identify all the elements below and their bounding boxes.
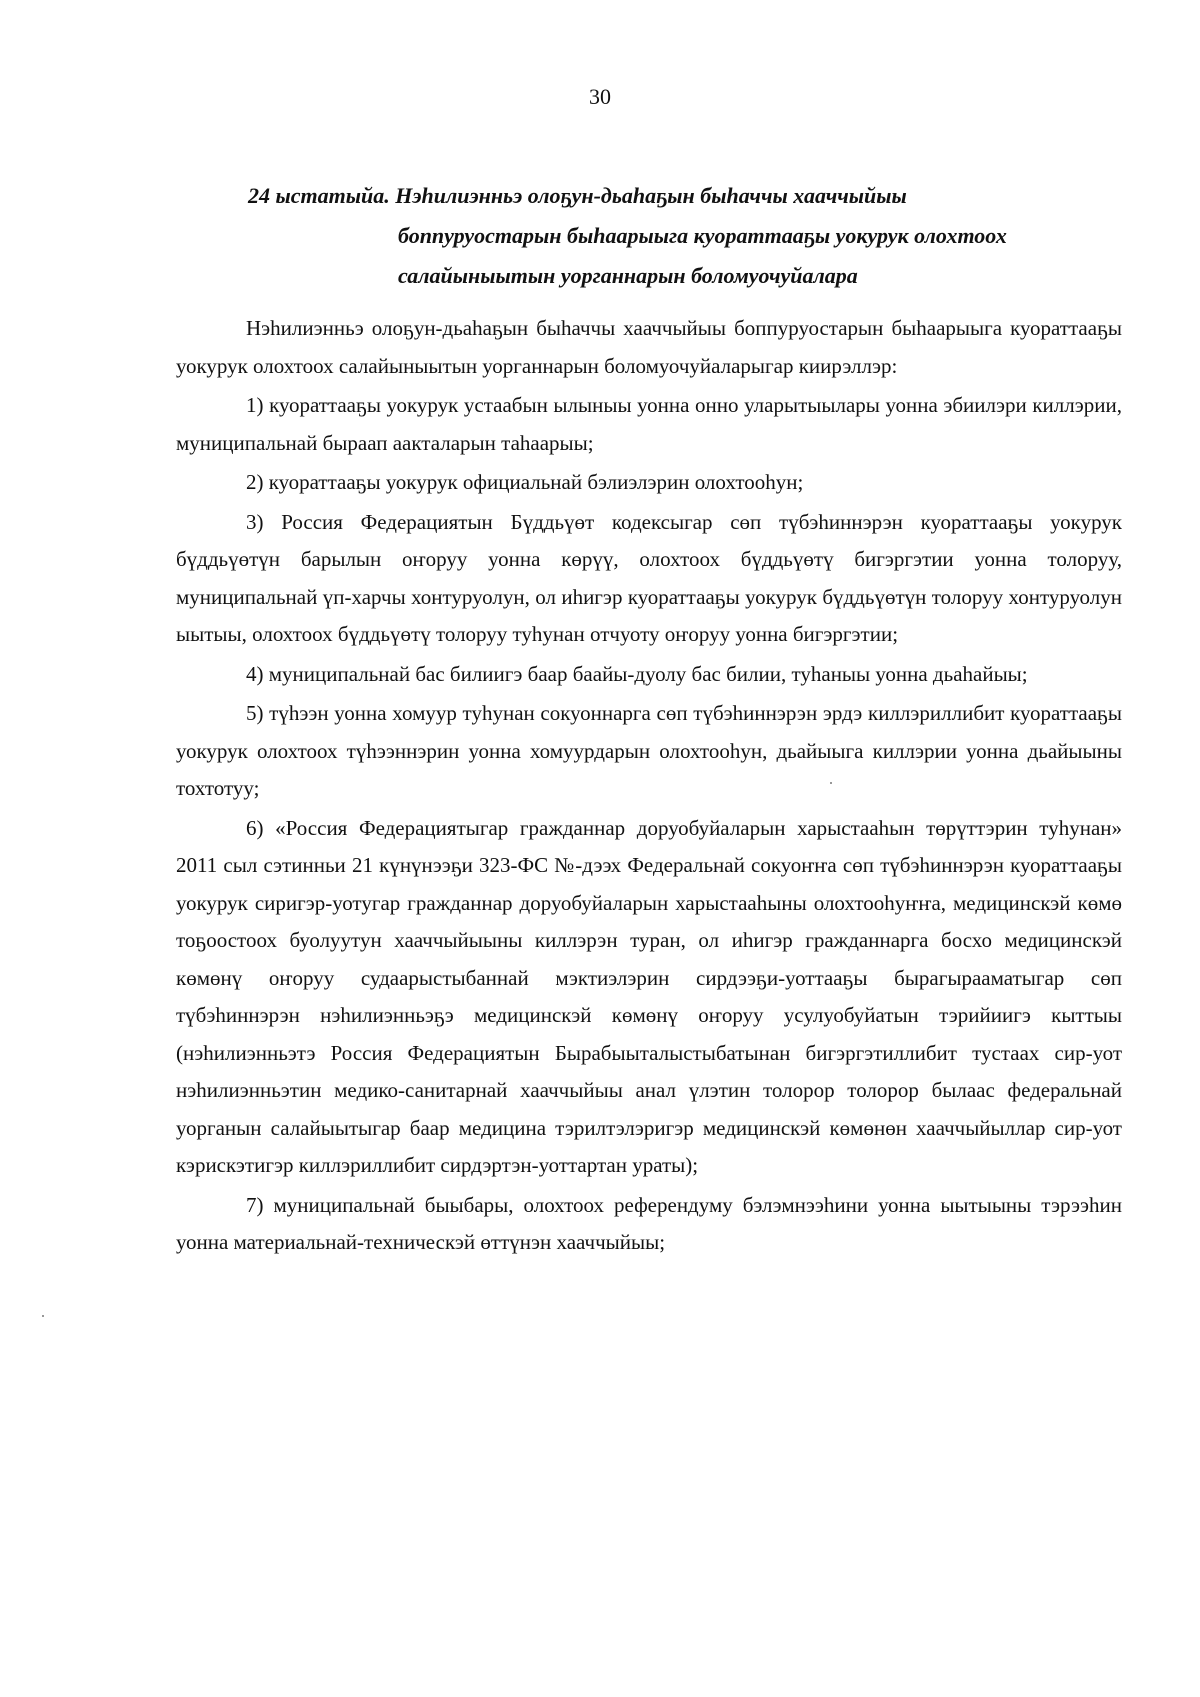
list-item-3: 3) Россия Федерациятын Бүддьүөт кодексыгар сөп түбэһиннэрэн куораттааҕы уокурук бүддьүөтүн барылын оҥоруу уонна көрүү, олохтоох бүддьүөтү бигэргэтии уонна толоруу, муниципальнай үп-харчы хонтуруолун, ол иһигэр куораттааҕы уокурук бүддьүөтүн толоруу хонтуруолун ыытыы, олохтоох бүддьүөтү толоруу туһунан отчуоту оҥоруу уонна бигэргэтии; [176,509,1122,646]
page-number: 30 [589,84,611,109]
list-item-5: 5) түһээн уонна хомуур туһунан сокуоннарга сөп түбэһиннэрэн эрдэ киллэриллибит куораттааҕы уокурук олохтоох түһээннэрин уонна хомуурдарын олохтооһун, дьайыыга киллэрии уонна дьайыыны тохтотуу; [176,701,1122,800]
article-title-line-3: салайыныытын уорганнарын боломуочуйалара [398,263,858,288]
list-item-2: 2) куораттааҕы уокурук официальнай бэлиэлэрин олохтооһун; [246,470,804,494]
list-item-6: 6) «Россия Федерациятыгар гражданнар доруобуйаларын харыстааһын төрүттэрин туһунан» 2011 сыл сэтинньи 21 күнүнээҕи 323-ФС №-дээх Федеральнай сокуоҥҥа сөп түбэһиннэрэн куораттааҕы уокурук сиригэр-уотугар гражданнар доруобуйаларын харыстааһыны олохтооһуҥҥа, медицинскэй көмө тоҕоостоох буолуутун хааччыйыыны киллэрэн туран, ол иһигэр гражданнарга босхо медицинскэй көмөнү оҥоруу судаарыстыбаннай мэктиэлэрин сирдээҕи-уоттааҕы бырагырааматыгар сөп түбэһиннэрэн нэһилиэнньэҕэ медицинскэй көмөнү оҥоруу усулуобуйатын тэрийиигэ кыттыы (нэһилиэнньэтэ Россия Федерациятын Бырабыыталыстыбатынан бигэргэтиллибит тустаах сир-уот нэһилиэнньэтин медико-санитарнай хааччыйыы анал үлэтин толорор толорор былаас федеральнай уорганын салайыытыгар баар медицина тэрилтэлэригэр медицинскэй көмөнөн хааччыйыллар сир-уот кэрискэтигэр киллэриллибит сирдэртэн-уоттартан ураты); [176,815,1122,1177]
list-item-1: 1) куораттааҕы уокурук устаабын ылыныы уонна онно уларытыылары уонна эбиилэри киллэрии, муниципальнай быраап аакталарын таһаарыы; [176,393,1122,455]
article-body [176,310,1122,1264]
article-title-line-2: боппуруостарын быһаарыыга куораттааҕы уокурук олохтоох [398,223,1007,248]
article-title [0,176,1200,296]
scan-speck [42,1315,44,1317]
intro-paragraph: Нэһилиэнньэ олоҕун-дьаһаҕын быһаччы хааччыйыы боппуруостарын быһаарыыга куораттааҕы уокурук олохтоох салайыныытын уорганнарын боломуочуйаларыгар киирэллэр: [176,316,1122,378]
article-title-line-1: 24 ыстатыйа. Нэһилиэнньэ олоҕун-дьаһаҕын быһаччы хааччыйыы [248,183,907,208]
list-item-4: 4) муниципальнай бас билиигэ баар баайы-дуолу бас билии, туһаныы уонна дьаһайыы; [246,661,1028,686]
list-item-7: 7) муниципальнай быыбары, олохтоох референдуму бэлэмнээһини уонна ыытыыны тэрээһин уонна материальнай-техническэй өттүнэн хааччыйыы; [176,1192,1122,1254]
scan-speck [830,782,832,784]
